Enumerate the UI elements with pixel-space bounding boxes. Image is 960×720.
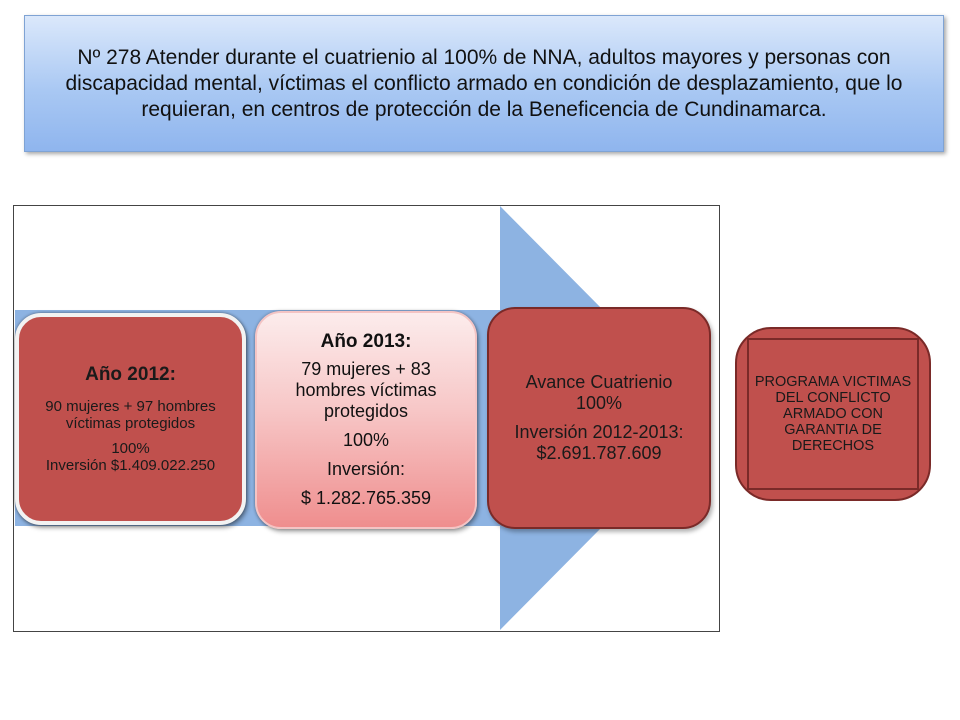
year-2012-protected: 90 mujeres + 97 hombres víctimas protegidos [45, 398, 216, 432]
year-2013-protected: 79 mujeres + 83 hombres víctimas protegidos [295, 359, 437, 421]
progress-node [487, 307, 711, 529]
year-2013-node [255, 311, 477, 529]
year-2012-node [15, 313, 246, 525]
year-2012-investment: Inversión $1.409.022.250 [45, 457, 216, 474]
program-box [735, 327, 931, 501]
year-2012-percent: 100% [111, 440, 150, 457]
progress-label: Avance Cuatrienio 100% [525, 372, 673, 413]
year-2013-investment-value: $ 1.282.765.359 [300, 488, 432, 508]
year-2013-percent: 100% [342, 430, 390, 450]
year-2013-investment-label: Inversión: [326, 459, 406, 479]
year-2013-heading: Año 2013: [320, 331, 412, 352]
program-label: PROGRAMA VICTIMAS DEL CONFLICTO ARMADO CON GARANTIA DE DERECHOS [747, 338, 919, 490]
title-text: Nº 278 Atender durante el cuatrienio al 100% de NNA, adultos mayores y personas con discapacidad mental, víctimas el conflicto armado en condición de desplazamiento, que lo requieran, en centros de protección de la Beneficencia de Cundinamarca. [65, 45, 903, 121]
progress-investment: Inversión 2012-2013: $2.691.787.609 [514, 422, 684, 463]
year-2012-heading: Año 2012: [85, 364, 176, 385]
